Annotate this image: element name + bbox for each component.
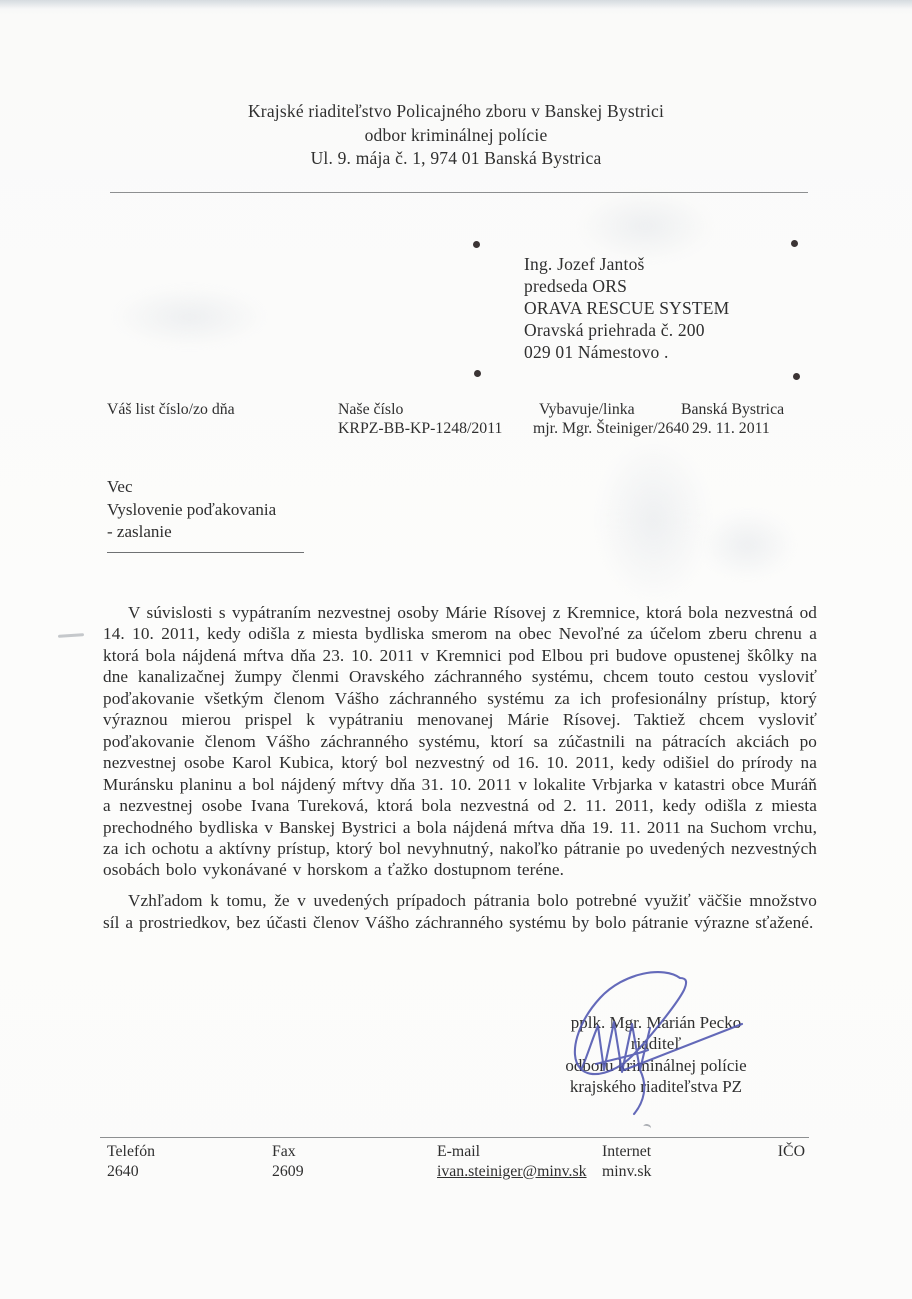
ref-your-letter-label: Váš list číslo/zo dňa [107,401,235,418]
letterhead-line3: Ul. 9. mája č. 1, 974 01 Banská Bystrica [310,148,602,168]
fold-mark-dot-icon [791,240,798,247]
subject-block [107,476,276,544]
ref-our-number-label: Naše číslo [338,401,404,418]
header-divider [110,192,808,193]
recipient-name: Ing. Jozef Jantoš [524,254,645,274]
ref-handled-by-value: mjr. Mgr. Šteiniger/2640 [533,420,690,437]
ref-date-value: 29. 11. 2011 [692,420,770,437]
recipient-city: 029 01 Námestovo . [524,342,669,362]
fold-mark-dot-icon [473,241,480,248]
footer-email-link[interactable]: ivan.steiniger@minv.sk [437,1163,587,1180]
footer-internet-value: minv.sk [602,1163,652,1180]
footer-fax-value: 2609 [272,1163,304,1180]
bleedthrough-smudge [578,190,713,262]
bleedthrough-smudge [596,438,711,603]
subject-underline [107,552,304,553]
recipient-organization: ORAVA RESCUE SYSTEM [524,298,730,318]
fold-mark-dot-icon [793,373,800,380]
letter-body [103,602,817,933]
ref-place-label: Banská Bystrica [681,401,785,418]
body-paragraph-2: Vzhľadom k tomu, že v uvedených prípadoch pátrania bolo potrebné využiť väčšie množstvo síl a prostriedkov, bez účasti členov Vášho záchranného systému by bolo pátranie výrazne sťažené. [103,891,817,932]
footer-fax-label: Fax [272,1143,296,1160]
scan-edge-shadow [0,0,912,9]
fold-mark-dot-icon [474,370,481,377]
letterhead [0,100,912,171]
footer-internet-label: Internet [602,1143,652,1160]
footer-divider [100,1137,809,1138]
subject-label: Vec [107,477,133,496]
recipient-address [524,253,729,363]
bleedthrough-smudge [112,286,267,348]
ref-handled-by-label: Vybavuje/linka [539,401,635,418]
letterhead-line1: Krajské riaditeľstvo Policajného zboru v Banskej Bystrici [247,101,665,121]
signatory-title: riaditeľ [630,1034,682,1054]
body-paragraph-1: V súvislosti s vypátraním nezvestnej osoby Márie Rísovej z Kremnice, ktorá bola nezvestná od 14. 10. 2011, kedy odišla z miesta bydliska smerom na obec Nevoľné za účelom zberu chrenu a ktorá bola nájdená mŕtva dňa 23. 10. 2011 v Kremnici pod Elbou pri budove opustenej škôlky na dne kanalizačnej žumpy členmi Oravského záchranného systému, chcem touto cestou vysloviť poďakovanie všetkým členom Vášho záchranného systému za ich profesionálny prístup, ktorý výraznou mierou prispel k vypátraniu menovanej Márie Rísovej. Taktiež chcem vysloviť poďakovanie členom Vášho záchranného systému, ktorí sa zúčastnili na pátracích akciách po nezvestnej osobe Karol Kubica, ktorý bol nezvestný od 16. 10. 2011, kedy odišiel do prírody na Muránsku planinu a bol nájdený mŕtvy dňa 31. 10. 2011 v lokalite Vrbjarka v katastri obce Muráň a nezvestnej osobe Ivana Tureková, ktorá bola nezvestná od 2. 11. 2011, kedy odišla z miesta prechodného bydliska v Banskej Bystrici a bola nájdená mŕtva dňa 19. 11. 2011 na Suchom vrchu, za ich ochotu a aktívny prístup, ktorý bol nevyhnutný, nakoľko pátranie po uvedených nezvestných osobách bolo vykonávané v horskom a ťažko dostupnom teréne. [103,603,817,880]
pencil-dash-mark [58,633,84,638]
signatory-directorate: krajského riaditeľstva PZ [569,1077,743,1097]
signatory-name: pplk. Mgr. Marián Pecko [570,1013,742,1032]
footer-email-label: E-mail [437,1143,480,1160]
scan-speck [642,1123,651,1132]
subject-line2: - zaslanie [107,522,172,541]
recipient-role: predseda ORS [524,276,628,296]
signatory-department: odboru kriminálnej polície [565,1055,747,1075]
subject-line1: Vyslovenie poďakovania [107,499,277,519]
footer-telefon-label: Telefón [107,1143,156,1160]
signature-block [500,1012,812,1098]
footer-telefon-value: 2640 [107,1163,139,1180]
letterhead-line2: odbor kriminálnej polície [364,124,548,145]
ref-our-number-value: KRPZ-BB-KP-1248/2011 [338,420,503,437]
recipient-street: Oravská priehrada č. 200 [524,320,705,340]
footer-ico-label: IČO [777,1143,805,1160]
bleedthrough-smudge [700,510,795,580]
